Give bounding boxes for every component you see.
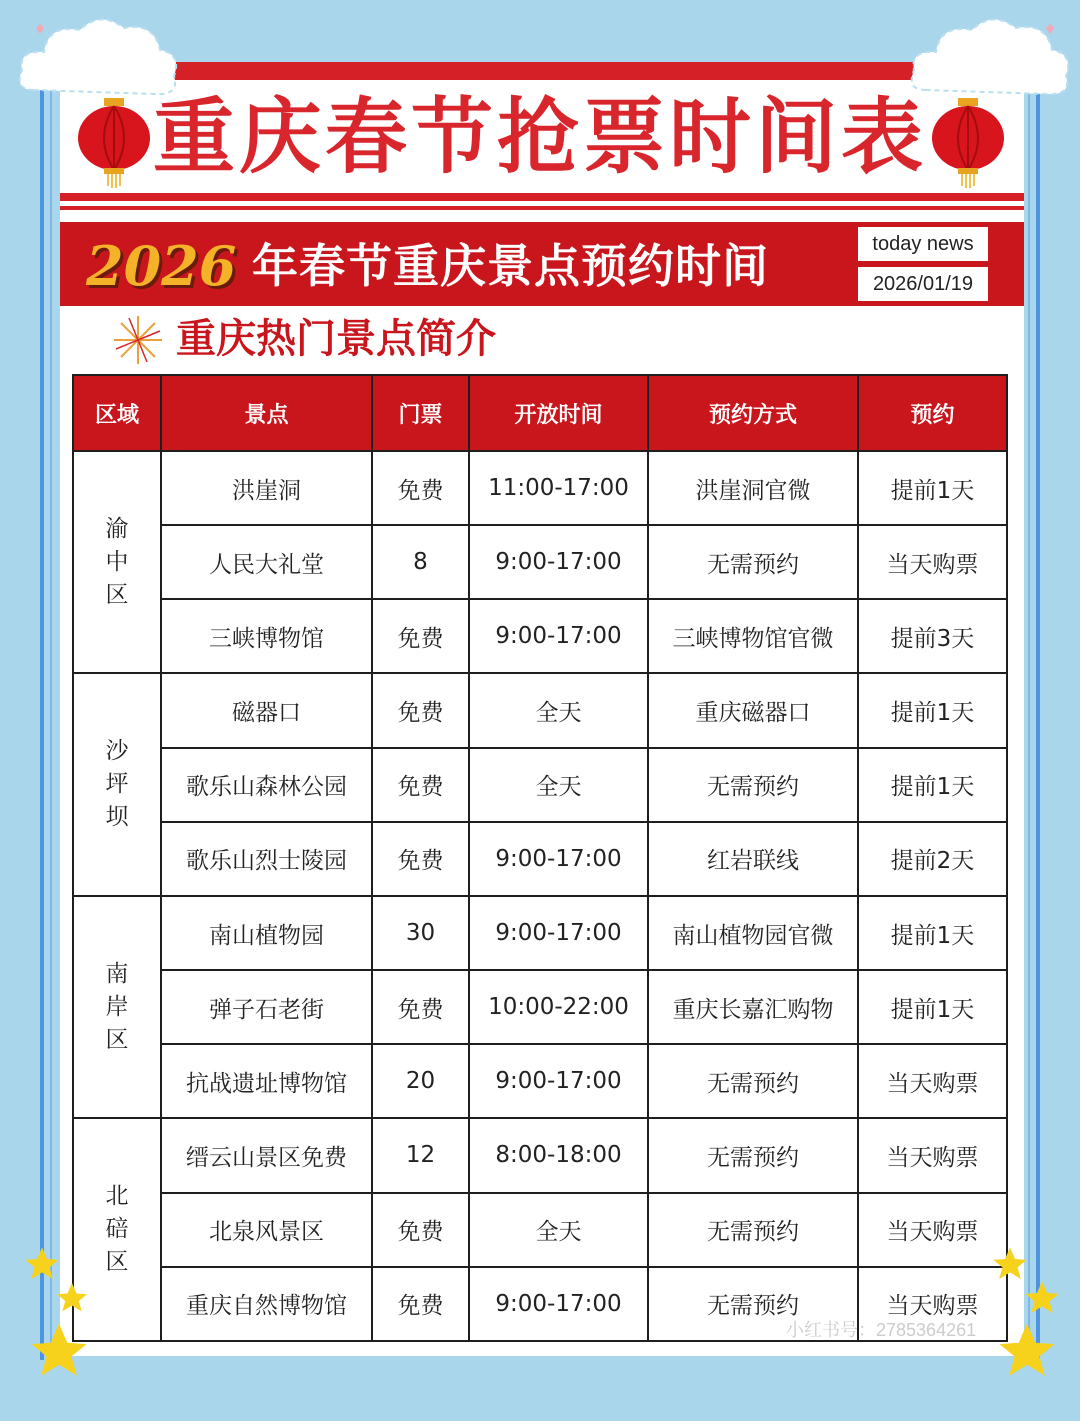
table-row	[73, 1193, 1007, 1267]
region-cell	[73, 673, 161, 895]
table-row	[73, 822, 1007, 896]
booking-cell: 提前2天	[858, 822, 1007, 896]
region-char: 区	[105, 1249, 129, 1276]
booking-cell: 提前1天	[858, 451, 1007, 525]
booking-cell: 提前1天	[858, 748, 1007, 822]
header-ticket: 门票	[372, 375, 469, 451]
table-row	[73, 525, 1007, 599]
hours-cell: 9:00-17:00	[469, 599, 648, 673]
table-row	[73, 1044, 1007, 1118]
attraction-cell: 磁器口	[161, 673, 372, 747]
header-booking-method: 预约方式	[648, 375, 858, 451]
ticket-cell: 20	[372, 1044, 469, 1118]
header-hours: 开放时间	[469, 375, 648, 451]
news-label: today news	[858, 227, 988, 261]
page-title: 重庆春节抢票时间表	[152, 90, 927, 185]
region-char: 岸	[105, 993, 129, 1020]
table-row	[73, 599, 1007, 673]
top-red-bar	[60, 62, 1024, 80]
attraction-cell: 重庆自然博物馆	[161, 1267, 372, 1341]
star-icon	[22, 1244, 62, 1284]
booking-method-cell: 洪崖洞官微	[648, 451, 858, 525]
attraction-cell: 三峡博物馆	[161, 599, 372, 673]
attraction-cell: 缙云山景区免费	[161, 1118, 372, 1192]
table-row	[73, 896, 1007, 970]
side-stripe-left	[40, 80, 44, 1360]
lantern-icon	[928, 98, 1008, 188]
hours-cell: 8:00-18:00	[469, 1118, 648, 1192]
banner-title: 年春节重庆景点预约时间	[252, 239, 769, 293]
attraction-cell: 南山植物园	[161, 896, 372, 970]
booking-method-cell: 三峡博物馆官微	[648, 599, 858, 673]
booking-method-cell: 无需预约	[648, 1118, 858, 1192]
header-booking: 预约	[858, 375, 1007, 451]
table-row	[73, 673, 1007, 747]
booking-method-cell: 无需预约	[648, 1267, 858, 1341]
booking-cell: 当天购票	[858, 1267, 1007, 1341]
attraction-cell: 歌乐山烈士陵园	[161, 822, 372, 896]
ticket-cell: 8	[372, 525, 469, 599]
booking-cell: 提前1天	[858, 896, 1007, 970]
booking-cell: 提前1天	[858, 673, 1007, 747]
region-char: 北	[105, 1183, 129, 1210]
table-header-row	[73, 375, 1007, 451]
ticket-cell: 免费	[372, 1193, 469, 1267]
ticket-cell: 12	[372, 1118, 469, 1192]
region-cell	[73, 451, 161, 673]
booking-method-cell: 无需预约	[648, 525, 858, 599]
ticket-cell: 免费	[372, 1267, 469, 1341]
booking-method-cell: 红岩联线	[648, 822, 858, 896]
attraction-cell: 北泉风景区	[161, 1193, 372, 1267]
region-char: 中	[105, 548, 129, 575]
booking-cell: 提前1天	[858, 970, 1007, 1044]
region-char: 坪	[105, 771, 129, 798]
booking-method-cell: 无需预约	[648, 1044, 858, 1118]
news-date: 2026/01/19	[858, 267, 988, 301]
hours-cell: 全天	[469, 1193, 648, 1267]
booking-cell: 当天购票	[858, 1118, 1007, 1192]
cloud-icon	[906, 10, 1076, 110]
region-char: 南	[105, 960, 129, 987]
booking-method-cell: 重庆磁器口	[648, 673, 858, 747]
table-row	[73, 1118, 1007, 1192]
star-icon	[26, 1318, 92, 1384]
ticket-cell: 免费	[372, 599, 469, 673]
attraction-cell: 洪崖洞	[161, 451, 372, 525]
booking-cell: 当天购票	[858, 1193, 1007, 1267]
region-char: 沙	[105, 738, 129, 765]
hours-cell: 10:00-22:00	[469, 970, 648, 1044]
booking-cell: 当天购票	[858, 1044, 1007, 1118]
hours-cell: 9:00-17:00	[469, 1044, 648, 1118]
section-subtitle: 重庆热门景点简介	[176, 316, 496, 362]
ticket-cell: 免费	[372, 673, 469, 747]
watermark: 小红书号：2785364261	[786, 1320, 977, 1340]
attraction-cell: 人民大礼堂	[161, 525, 372, 599]
header-attraction: 景点	[161, 375, 372, 451]
ticket-cell: 免费	[372, 970, 469, 1044]
region-char: 区	[105, 1026, 129, 1053]
firework-icon	[110, 312, 166, 368]
region-char: 渝	[105, 515, 129, 542]
ticket-cell: 免费	[372, 748, 469, 822]
region-char: 碚	[105, 1216, 129, 1243]
divider	[60, 193, 1024, 201]
booking-method-cell: 南山植物园官微	[648, 896, 858, 970]
hours-cell: 9:00-17:00	[469, 1267, 648, 1341]
side-stripe-right	[1036, 80, 1040, 1360]
hours-cell: 9:00-17:00	[469, 896, 648, 970]
schedule-table	[72, 374, 1008, 1342]
booking-method-cell: 重庆长嘉汇购物	[648, 970, 858, 1044]
lantern-icon	[74, 98, 154, 188]
ticket-cell: 免费	[372, 822, 469, 896]
region-char: 区	[105, 581, 129, 608]
side-stripe-right-thin	[1028, 80, 1030, 1360]
divider	[60, 206, 1024, 210]
header-region: 区域	[73, 375, 161, 451]
hours-cell: 9:00-17:00	[469, 822, 648, 896]
attraction-cell: 歌乐山森林公园	[161, 748, 372, 822]
table-row	[73, 451, 1007, 525]
news-box	[858, 227, 988, 303]
booking-method-cell: 无需预约	[648, 748, 858, 822]
ticket-cell: 免费	[372, 451, 469, 525]
star-icon	[994, 1318, 1060, 1384]
banner-year: 2026	[86, 234, 237, 298]
hours-cell: 全天	[469, 748, 648, 822]
table-row	[73, 748, 1007, 822]
booking-cell: 提前3天	[858, 599, 1007, 673]
ticket-cell: 30	[372, 896, 469, 970]
attraction-cell: 抗战遗址博物馆	[161, 1044, 372, 1118]
star-icon	[54, 1280, 90, 1316]
hours-cell: 9:00-17:00	[469, 525, 648, 599]
booking-method-cell: 无需预约	[648, 1193, 858, 1267]
hours-cell: 全天	[469, 673, 648, 747]
attraction-cell: 弹子石老街	[161, 970, 372, 1044]
table-row	[73, 970, 1007, 1044]
region-cell	[73, 896, 161, 1118]
region-char: 坝	[105, 804, 129, 831]
hours-cell: 11:00-17:00	[469, 451, 648, 525]
star-icon	[1022, 1278, 1062, 1318]
side-stripe-left-thin	[50, 80, 52, 1360]
booking-cell: 当天购票	[858, 525, 1007, 599]
